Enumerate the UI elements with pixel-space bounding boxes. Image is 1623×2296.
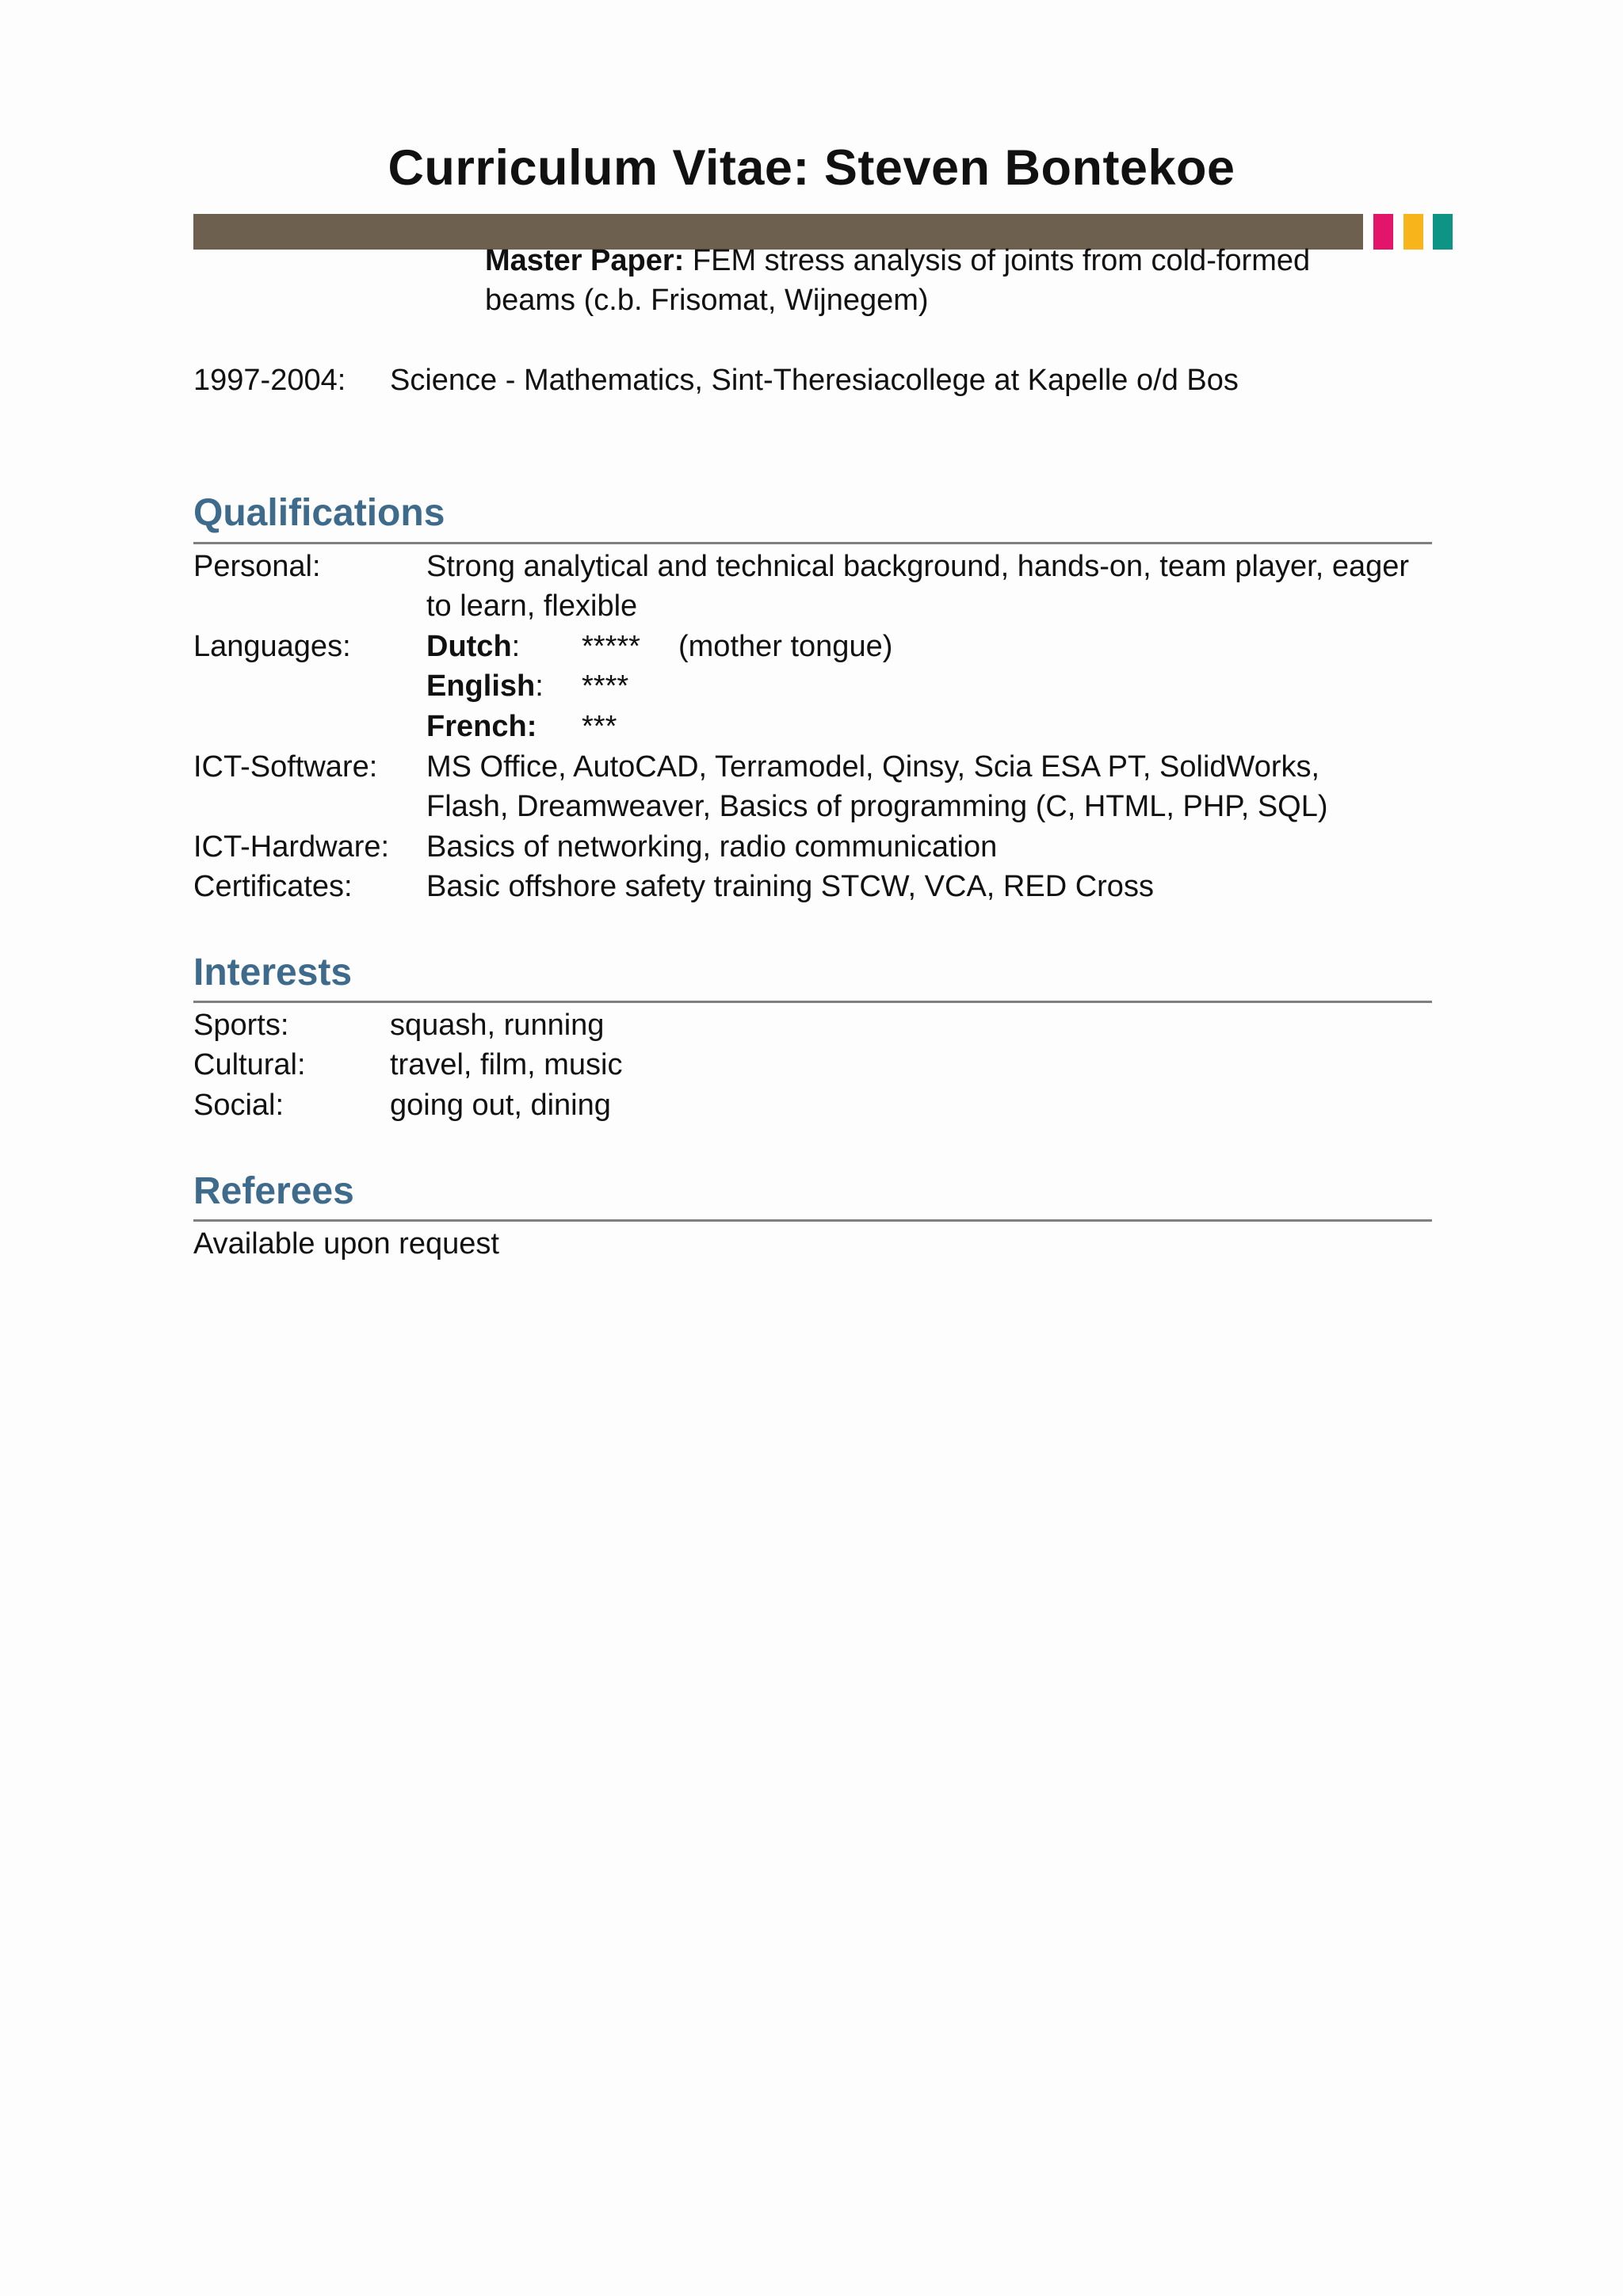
interest-label-cultural: Cultural: <box>193 1048 306 1081</box>
interest-label-social: Social: <box>193 1089 285 1122</box>
language-stars-english: **** <box>582 669 629 703</box>
page-title: Curriculum Vitae: Steven Bontekoe <box>388 140 1235 196</box>
language-name-french: French: <box>426 710 537 743</box>
certificates-text: Basic offshore safety training STCW, VCA, RED Cross <box>426 870 1154 903</box>
interest-label-sports: Sports: <box>193 1009 289 1042</box>
master-paper-label: Master Paper: <box>485 244 685 277</box>
hardware-text: Basics of networking, radio communication <box>426 830 998 864</box>
interests-heading: Interests <box>193 952 353 994</box>
certificates-label: Certificates: <box>193 870 353 903</box>
accent-square-yellow <box>1403 214 1423 250</box>
referees-text: Available upon request <box>193 1227 499 1261</box>
language-name-dutch: Dutch: <box>426 630 521 663</box>
language-stars-french: *** <box>582 710 617 743</box>
language-note-dutch: (mother tongue) <box>678 630 893 663</box>
master-paper-text: FEM stress analysis of joints from cold-formed <box>692 244 1311 277</box>
referees-rule <box>193 1219 1432 1222</box>
referees-heading: Referees <box>193 1170 354 1212</box>
software-label: ICT-Software: <box>193 750 378 784</box>
interests-rule <box>193 1001 1432 1003</box>
accent-square-teal <box>1433 214 1453 250</box>
interest-value-social: going out, dining <box>390 1089 611 1122</box>
qualifications-rule <box>193 542 1432 544</box>
interest-value-cultural: travel, film, music <box>390 1048 623 1081</box>
language-stars-dutch: ***** <box>582 630 640 663</box>
interest-value-sports: squash, running <box>390 1009 605 1042</box>
accent-square-pink <box>1373 214 1393 250</box>
secondary-text: Science - Mathematics, Sint-Theresiacollege at Kapelle o/d Bos <box>390 364 1239 397</box>
hardware-label: ICT-Hardware: <box>193 830 390 864</box>
personal-line2: to learn, flexible <box>426 589 638 623</box>
secondary-years: 1997-2004: <box>193 364 346 397</box>
master-paper-line1 <box>485 241 1310 280</box>
language-name-english: English: <box>426 669 544 703</box>
software-line1: MS Office, AutoCAD, Terramodel, Qinsy, Scia ESA PT, SolidWorks, <box>426 750 1320 784</box>
software-line2: Flash, Dreamweaver, Basics of programming (C, HTML, PHP, SQL) <box>426 790 1328 823</box>
languages-label: Languages: <box>193 630 351 663</box>
qualifications-heading: Qualifications <box>193 492 445 534</box>
personal-label: Personal: <box>193 550 321 583</box>
personal-line1: Strong analytical and technical background, hands-on, team player, eager <box>426 550 1410 583</box>
master-paper-line2: beams (c.b. Frisomat, Wijnegem) <box>485 284 929 317</box>
